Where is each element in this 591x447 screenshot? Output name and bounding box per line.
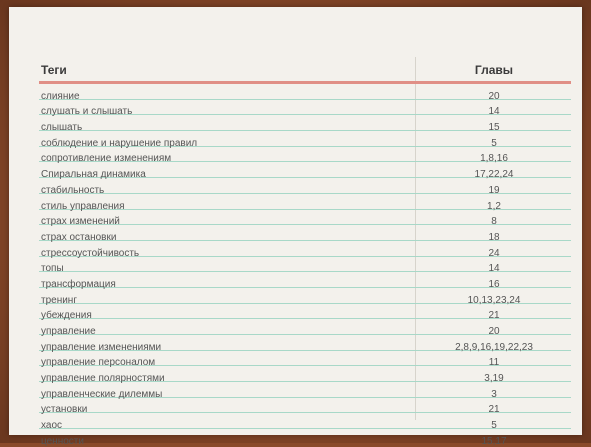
table-row (39, 147, 571, 163)
chapters-cell: 8 (491, 216, 497, 228)
chapters-cell: 3,19 (484, 373, 504, 385)
table-row (39, 272, 571, 288)
chapters-cell: 17,22,24 (474, 169, 514, 181)
chapters-cell: 19 (488, 184, 500, 196)
tag-cell: тренинг (41, 294, 77, 306)
tag-cell: хаос (41, 420, 63, 432)
table-row (39, 115, 571, 134)
chapters-cell: 5 (491, 137, 497, 149)
tag-cell: страх изменений (41, 216, 120, 228)
tag-cell: управленческие дилеммы (41, 388, 163, 400)
tag-cell: стиль управления (41, 200, 125, 212)
table-row (39, 288, 571, 304)
table-row (39, 194, 571, 210)
chapters-cell: 10,13,23,24 (467, 294, 521, 306)
table-header (39, 57, 571, 84)
table-row (39, 84, 571, 100)
chapters-cell: 5 (491, 420, 497, 432)
tag-cell: убеждения (41, 310, 92, 322)
tag-cell: управление полярностями (41, 373, 165, 385)
table-row (39, 429, 571, 447)
table-row (39, 178, 571, 194)
table-row (39, 319, 571, 335)
tag-cell: установки (41, 404, 88, 416)
chapters-cell: 20 (488, 90, 500, 102)
tag-cell: топы (41, 263, 64, 275)
tag-cell: соблюдение и нарушение правил (41, 137, 198, 149)
chapters-cell: 2,8,9,16,19,22,23 (455, 341, 533, 353)
table-row (39, 304, 571, 320)
table-row (39, 351, 571, 367)
table-body (39, 84, 571, 447)
table-row (39, 366, 571, 385)
chapters-cell: 21 (488, 404, 500, 416)
tag-cell: слияние (41, 90, 80, 102)
tags-table (39, 57, 571, 447)
tag-cell: Спиральная динамика (41, 169, 146, 181)
tag-cell: слышать (41, 122, 83, 134)
chapters-cell: 21 (488, 310, 500, 322)
table-row (39, 413, 571, 432)
chapters-cell: 14 (488, 263, 500, 275)
chapters-cell: 18 (488, 231, 500, 243)
header-chapters: Главы (474, 63, 514, 77)
table-row (39, 100, 571, 116)
chapters-cell: 1,8,16 (480, 153, 508, 165)
table-row (39, 382, 571, 398)
tag-cell: сопротивление изменениям (41, 153, 172, 165)
tag-cell: слушать и слышать (41, 106, 133, 118)
table-row (39, 210, 571, 226)
table-row (39, 257, 571, 273)
tag-cell: управление персоналом (41, 357, 156, 369)
slide-paper (9, 7, 582, 447)
table-row (39, 131, 571, 147)
tag-cell: страх остановки (41, 231, 117, 243)
chapters-cell: 1,2 (487, 200, 501, 212)
table-row (39, 241, 571, 257)
table-row (39, 335, 571, 351)
chapters-cell: 3 (491, 388, 497, 400)
header-tags: Теги (41, 63, 67, 77)
table-row (39, 225, 571, 241)
chapters-cell: 14 (488, 106, 500, 118)
tag-cell: стабильность (41, 184, 105, 196)
chapters-cell: 15 (488, 122, 500, 134)
tag-cell: трансформация (41, 278, 116, 290)
chapters-cell: 20 (488, 326, 500, 337)
tag-cell: управление изменениями (41, 341, 162, 353)
table-row (39, 162, 571, 181)
tag-cell: управление (41, 326, 96, 337)
chapters-cell: 24 (488, 247, 500, 259)
chapters-cell: 15,17 (481, 435, 507, 447)
table-row (39, 398, 571, 414)
chapters-cell: 11 (488, 357, 500, 369)
chapters-cell: 16 (488, 278, 500, 290)
tag-cell: стрессоустойчивость (41, 247, 140, 259)
tag-cell: ценности (41, 435, 84, 447)
